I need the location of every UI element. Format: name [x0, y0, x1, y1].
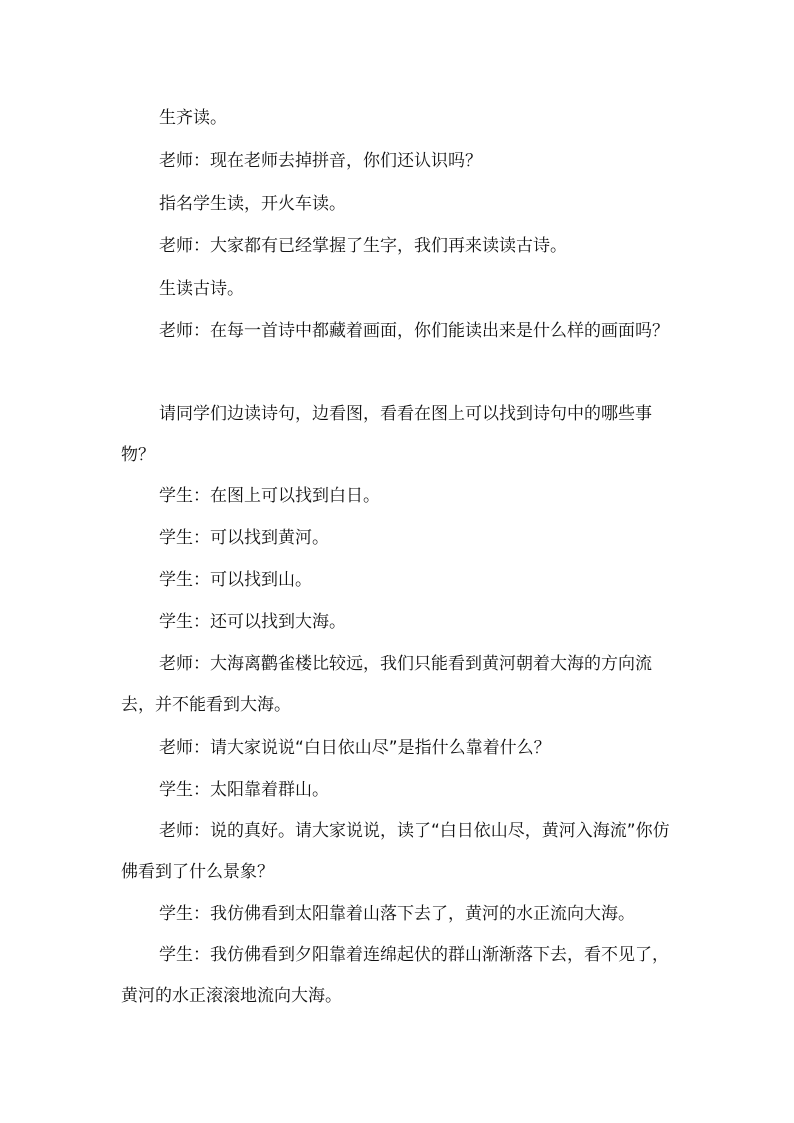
- paragraph-14: 学生：太阳靠着群山。: [159, 780, 329, 800]
- paragraph-4: 老师：大家都有已经掌握了生字，我们再来读读古诗。: [159, 236, 567, 256]
- paragraph-9: 学生：可以找到黄河。: [159, 528, 329, 548]
- paragraph-1: 生齐读。: [159, 108, 227, 128]
- paragraph-8: 学生：在图上可以找到白日。: [159, 486, 380, 506]
- paragraph-10: 学生：可以找到山。: [159, 570, 312, 590]
- paragraph-3: 指名学生读，开火车读。: [159, 194, 346, 214]
- paragraph-16: 学生：我仿佛看到太阳靠着山落下去了，黄河的水正流向大海。: [159, 904, 635, 924]
- paragraph-2: 老师：现在老师去掉拼音，你们还认识吗？: [159, 151, 482, 171]
- paragraph-5: 生读古诗。: [159, 279, 244, 299]
- paragraph-7: 请同学们边读诗句，边看图，看看在图上可以找到诗句中的哪些事物？: [121, 404, 652, 465]
- paragraph-15: 老师：说的真好。请大家说说，读了“白日依山尽，黄河入海流”你仿佛看到了什么景象？: [121, 821, 670, 882]
- paragraph-17: 学生：我仿佛看到夕阳靠着连绵起伏的群山渐渐落下去，看不见了，黄河的水正滚滚地流向大海。: [121, 945, 669, 1006]
- paragraph-6: 老师：在每一首诗中都藏着画面，你们能读出来是什么样的画面吗？: [159, 321, 669, 341]
- paragraph-12: 老师：大海离鹳雀楼比较远，我们只能看到黄河朝着大海的方向流去，并不能看到大海。: [121, 654, 652, 715]
- paragraph-11: 学生：还可以找到大海。: [159, 612, 346, 632]
- paragraph-13: 老师：请大家说说“白日依山尽”是指什么靠着什么？: [159, 738, 551, 758]
